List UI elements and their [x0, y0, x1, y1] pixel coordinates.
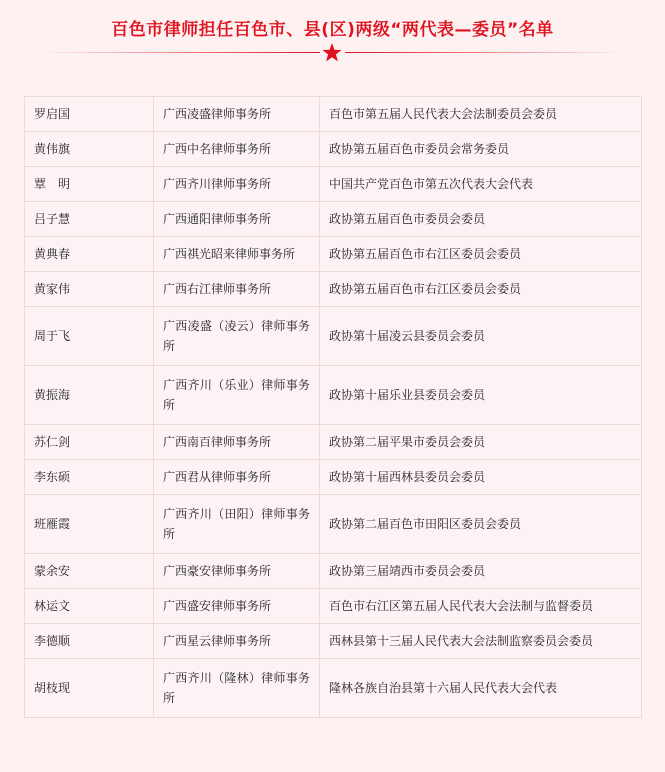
table-row [25, 460, 642, 495]
law-firm [154, 659, 320, 718]
law-firm-text: 广西齐川（田阳）律师事务所 [163, 507, 310, 541]
position: 西林县第十三届人民代表大会法制监察委员会委员 [320, 624, 642, 659]
title-divider-left [40, 52, 320, 53]
member-name: 班雁霞 [25, 495, 154, 554]
position: 隆林各族自治县第十六届人民代表大会代表 [320, 659, 642, 718]
member-name: 蒙余安 [25, 554, 154, 589]
law-firm [154, 307, 320, 366]
position: 政协第二届百色市田阳区委员会委员 [320, 495, 642, 554]
law-firm-text: 广西齐川（隆林）律师事务所 [163, 671, 310, 705]
page-header [0, 0, 665, 66]
member-name: 黄振海 [25, 366, 154, 425]
law-firm: 广西通阳律师事务所 [154, 202, 320, 237]
member-name: 苏仁剑 [25, 425, 154, 460]
law-firm: 广西凌盛律师事务所 [154, 97, 320, 132]
position: 政协第五届百色市右江区委员会委员 [320, 272, 642, 307]
table-row [25, 366, 642, 425]
table-row [25, 167, 642, 202]
star-icon [322, 43, 342, 62]
title-divider-right [345, 52, 625, 53]
table-row [25, 202, 642, 237]
position: 百色市右江区第五届人民代表大会法制与监督委员 [320, 589, 642, 624]
table-row [25, 307, 642, 366]
member-name: 罗启国 [25, 97, 154, 132]
law-firm: 广西星云律师事务所 [154, 624, 320, 659]
law-firm-text: 广西凌盛（凌云）律师事务所 [163, 319, 310, 353]
position: 政协第三届靖西市委员会委员 [320, 554, 642, 589]
table-row [25, 589, 642, 624]
page-title: 百色市律师担任百色市、县(区)两级“两代表—委员”名单 [111, 20, 554, 40]
law-firm: 广西南百律师事务所 [154, 425, 320, 460]
table-row [25, 425, 642, 460]
table-row [25, 554, 642, 589]
law-firm [154, 495, 320, 554]
member-name: 覃 明 [25, 167, 154, 202]
table-row [25, 272, 642, 307]
law-firm: 广西齐川律师事务所 [154, 167, 320, 202]
member-name: 李德顺 [25, 624, 154, 659]
member-name: 李东硕 [25, 460, 154, 495]
member-name: 林运文 [25, 589, 154, 624]
position: 政协第五届百色市委员会常务委员 [320, 132, 642, 167]
table-row [25, 132, 642, 167]
table-row [25, 237, 642, 272]
position: 政协第五届百色市委员会委员 [320, 202, 642, 237]
member-name: 胡枝现 [25, 659, 154, 718]
roster-table [24, 96, 642, 718]
position: 百色市第五届人民代表大会法制委员会委员 [320, 97, 642, 132]
position: 中国共产党百色市第五次代表大会代表 [320, 167, 642, 202]
law-firm: 广西祺光昭来律师事务所 [154, 237, 320, 272]
table-row [25, 97, 642, 132]
member-name: 黄伟旗 [25, 132, 154, 167]
member-name: 吕子慧 [25, 202, 154, 237]
law-firm: 广西豪安律师事务所 [154, 554, 320, 589]
law-firm: 广西盛安律师事务所 [154, 589, 320, 624]
position: 政协第十届乐业县委员会委员 [320, 366, 642, 425]
table-row [25, 624, 642, 659]
member-name: 黄典春 [25, 237, 154, 272]
table-row [25, 495, 642, 554]
position: 政协第五届百色市右江区委员会委员 [320, 237, 642, 272]
position: 政协第十届西林县委员会委员 [320, 460, 642, 495]
law-firm: 广西中名律师事务所 [154, 132, 320, 167]
position: 政协第二届平果市委员会委员 [320, 425, 642, 460]
law-firm [154, 366, 320, 425]
law-firm-text: 广西齐川（乐业）律师事务所 [163, 378, 310, 412]
law-firm: 广西君从律师事务所 [154, 460, 320, 495]
table-row [25, 659, 642, 718]
member-name: 黄家伟 [25, 272, 154, 307]
member-name: 周于飞 [25, 307, 154, 366]
position: 政协第十届凌云县委员会委员 [320, 307, 642, 366]
law-firm: 广西右江律师事务所 [154, 272, 320, 307]
